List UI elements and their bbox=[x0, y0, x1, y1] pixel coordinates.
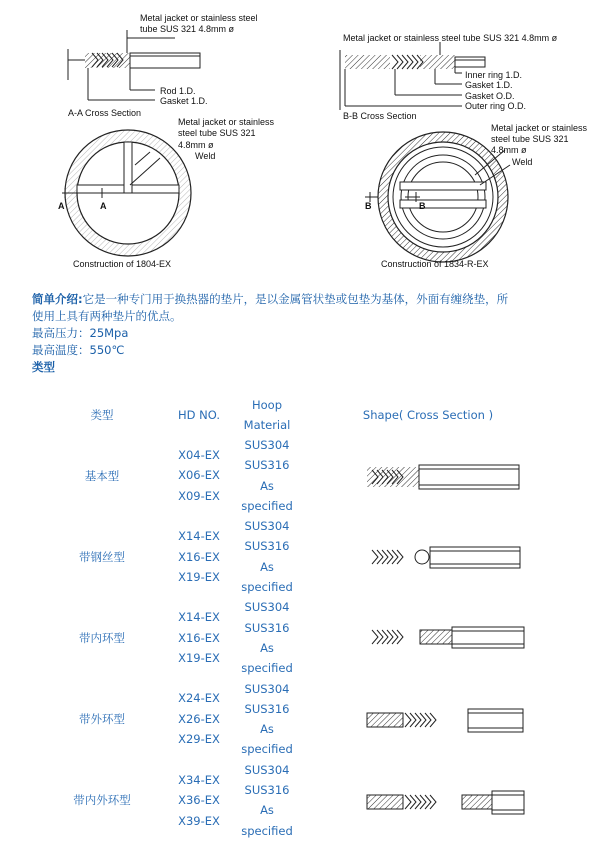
gasket-od-label: Gasket O.D. bbox=[465, 91, 515, 101]
a-marker-left: A bbox=[58, 201, 65, 211]
hd-no: X24-EX bbox=[178, 691, 220, 706]
rod-id-label: Rod 1.D. bbox=[160, 86, 196, 96]
material: As bbox=[260, 803, 274, 818]
header-hd-no: HD NO. bbox=[177, 408, 220, 422]
material: SUS304 bbox=[244, 519, 290, 534]
right-jacket-label-3: Metal jacket or stainless bbox=[491, 123, 588, 133]
a-marker-right: A bbox=[100, 201, 107, 211]
gasket-types-table bbox=[38, 395, 554, 841]
gasket-id-right-label: Gasket 1.D. bbox=[465, 80, 513, 90]
table-row bbox=[38, 679, 554, 760]
header-shape: Shape( Cross Section ) bbox=[362, 408, 494, 422]
left-jacket-label-3: Metal jacket or stainless bbox=[178, 117, 275, 127]
header-type: 类型 bbox=[90, 408, 114, 422]
hd-no: X26-EX bbox=[178, 711, 220, 726]
hd-no: X06-EX bbox=[178, 468, 220, 483]
row-type: 带外环型 bbox=[79, 712, 125, 727]
right-caption: Construction of 1834-R-EX bbox=[381, 259, 489, 269]
left-caption: Construction of 1804-EX bbox=[73, 259, 172, 269]
hd-no: X19-EX bbox=[178, 570, 220, 585]
material: SUS316 bbox=[244, 701, 290, 716]
left-jacket-label-2: tube SUS 321 4.8mm ø bbox=[140, 24, 235, 34]
row-type: 带内环型 bbox=[79, 630, 125, 645]
left-jacket-label-5: 4.8mm ø bbox=[178, 140, 214, 150]
1834-r-ex-ring bbox=[365, 132, 510, 262]
aa-section-label: A-A Cross Section bbox=[68, 108, 142, 118]
hd-no: X04-EX bbox=[178, 447, 220, 462]
intro-line-2: 使用上具有两种垫片的优点。 bbox=[32, 309, 182, 323]
intro-label: 简单介绍: bbox=[32, 292, 83, 306]
outer-ring-label: Outer ring O.D. bbox=[465, 101, 527, 111]
material: As bbox=[260, 722, 274, 737]
material: As bbox=[260, 478, 274, 493]
row-type: 带内外环型 bbox=[73, 793, 131, 808]
b-marker-left: B bbox=[365, 201, 372, 211]
bb-section-label: B-B Cross Section bbox=[343, 111, 417, 121]
hd-no: X36-EX bbox=[178, 793, 220, 808]
hd-no: X16-EX bbox=[178, 630, 220, 645]
hd-no: X19-EX bbox=[178, 651, 220, 666]
material: specified bbox=[241, 661, 293, 676]
max-temperature: 最高温度：550℃ bbox=[32, 343, 125, 357]
row-type: 基本型 bbox=[84, 468, 120, 483]
material: specified bbox=[241, 823, 293, 838]
material: As bbox=[260, 640, 274, 655]
material: specified bbox=[241, 498, 293, 513]
row-type: 带钢丝型 bbox=[79, 549, 125, 564]
table-row bbox=[38, 760, 554, 841]
right-jacket-label-5: 4.8mm ø bbox=[491, 145, 527, 155]
hd-no: X09-EX bbox=[178, 488, 220, 503]
right-jacket-label-4: steel tube SUS 321 bbox=[491, 134, 569, 144]
material: SUS316 bbox=[244, 539, 290, 554]
material: specified bbox=[241, 580, 293, 595]
right-jacket-label-1: Metal jacket or stainless steel tube SUS 321 4.8mm ø bbox=[343, 33, 558, 43]
inner-ring-label: Inner ring 1.D. bbox=[465, 70, 523, 80]
intro-text bbox=[32, 291, 612, 376]
hd-no: X34-EX bbox=[178, 772, 220, 787]
max-pressure: 最高压力：25Mpa bbox=[32, 326, 129, 340]
material: SUS316 bbox=[244, 783, 290, 798]
gasket-id-label: Gasket 1.D. bbox=[160, 96, 208, 106]
material: SUS304 bbox=[244, 681, 290, 696]
hd-no: X16-EX bbox=[178, 549, 220, 564]
table-row bbox=[38, 597, 554, 678]
left-jacket-label-1: Metal jacket or stainless steel bbox=[140, 13, 258, 23]
material: As bbox=[260, 559, 274, 574]
right-weld-label: Weld bbox=[512, 157, 533, 167]
hd-no: X14-EX bbox=[178, 529, 220, 544]
hd-no: X14-EX bbox=[178, 610, 220, 625]
intro-line-1: 它是一种专门用于换热器的垫片，是以金属管状垫或包垫为基体，外面有缠绕垫，所 bbox=[82, 292, 509, 306]
material: SUS316 bbox=[244, 458, 290, 473]
left-jacket-label-4: steel tube SUS 321 bbox=[178, 128, 256, 138]
table-row bbox=[38, 435, 554, 516]
hd-no: X39-EX bbox=[178, 813, 220, 828]
left-weld-label: Weld bbox=[195, 151, 216, 161]
material: SUS316 bbox=[244, 620, 290, 635]
header-hoop-material: Hoop Material bbox=[243, 398, 291, 432]
1804-ex-ring bbox=[62, 130, 191, 256]
material: specified bbox=[241, 742, 293, 757]
bb-cross-section bbox=[340, 42, 485, 110]
material: SUS304 bbox=[244, 762, 290, 777]
table-row bbox=[38, 516, 554, 597]
b-marker-right: B bbox=[419, 201, 426, 211]
types-heading: 类型 bbox=[32, 360, 55, 374]
material: SUS304 bbox=[244, 600, 290, 615]
hd-no: X29-EX bbox=[178, 732, 220, 747]
material: SUS304 bbox=[244, 438, 290, 452]
